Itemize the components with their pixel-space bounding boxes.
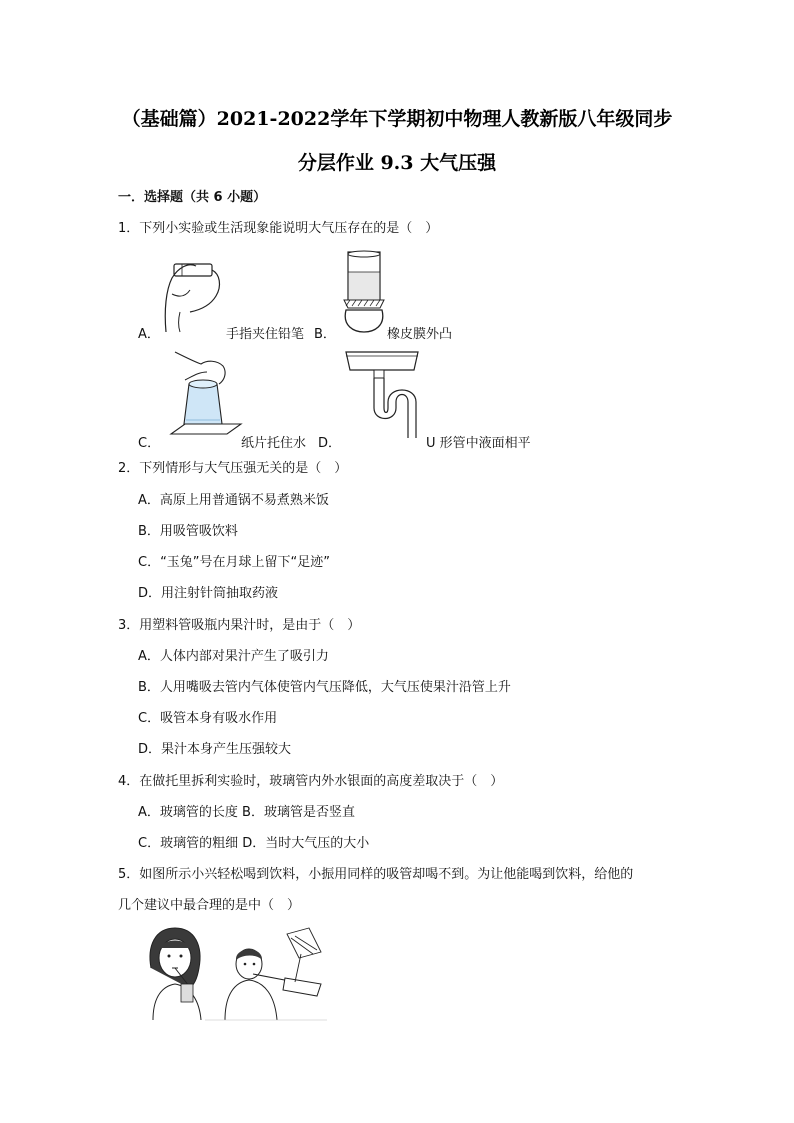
q3-option-a: A．人体内部对果汁产生了吸引力 — [138, 649, 329, 664]
q1-option-a-label: A． — [138, 327, 160, 342]
q1-option-b-caption: 橡皮膜外凸 — [387, 327, 453, 342]
q3-option-d: D．果汁本身产生压强较大 — [138, 742, 292, 757]
page-title-line2: 分层作业 9.3 大气压强 — [297, 152, 497, 174]
q1-option-d-label: D． — [318, 436, 342, 451]
q1-option-a-caption: 手指夹住铅笔 — [226, 327, 305, 342]
q2-option-d: D．用注射针筒抽取药液 — [138, 586, 279, 601]
hand-pencil-figure — [160, 254, 226, 332]
page-title-line1: （基础篇）2021-2022学年下学期初中物理人教新版八年级同步 — [121, 108, 673, 130]
q3-stem: 3．用塑料管吸瓶内果汁时，是由于（ ） — [118, 618, 361, 633]
q2-option-a: A．高原上用普通锅不易煮熟米饭 — [138, 493, 329, 508]
q1-option-c-label: C． — [138, 436, 161, 451]
q3-option-c: C．吸管本身有吸水作用 — [138, 711, 278, 726]
children-drinking-figure — [145, 924, 335, 1020]
paper-holding-water-figure — [165, 350, 243, 442]
q4-stem: 4．在做托里拆利实验时，玻璃管内外水银面的高度差取决于（ ） — [118, 774, 504, 789]
q5-stem-line1: 5．如图所示小兴轻松喝到饮料，小振用同样的吸管却喝不到。为让他能喝到饮料，给他的 — [118, 867, 634, 882]
q4-options-ab: A．玻璃管的长度 B．玻璃管是否竖直 — [138, 805, 355, 820]
q1-option-d-caption: U 形管中液面相平 — [426, 436, 531, 451]
q1-stem: 1．下列小实验或生活现象能说明大气压存在的是（ ） — [118, 221, 439, 236]
q1-option-b-label: B． — [314, 327, 336, 342]
q1-option-c-caption: 纸片托住水 — [241, 436, 307, 451]
q2-stem: 2．下列情形与大气压强无关的是（ ） — [118, 461, 348, 476]
u-tube-drain-figure — [344, 348, 420, 444]
q3-option-b: B．人用嘴吸去管内气体使管内气压降低，大气压使果汁沿管上升 — [138, 680, 511, 695]
section-heading: 一．选择题（共 6 小题） — [118, 190, 267, 205]
q2-option-c: C．“玉兔”号在月球上留下“足迹” — [138, 555, 331, 570]
q2-option-b: B．用吸管吸饮料 — [138, 524, 238, 539]
q4-options-cd: C．玻璃管的粗细 D．当时大气压的大小 — [138, 836, 370, 851]
q5-stem-line2: 几个建议中最合理的是中（ ） — [118, 898, 301, 913]
rubber-membrane-tube-figure — [340, 250, 388, 334]
